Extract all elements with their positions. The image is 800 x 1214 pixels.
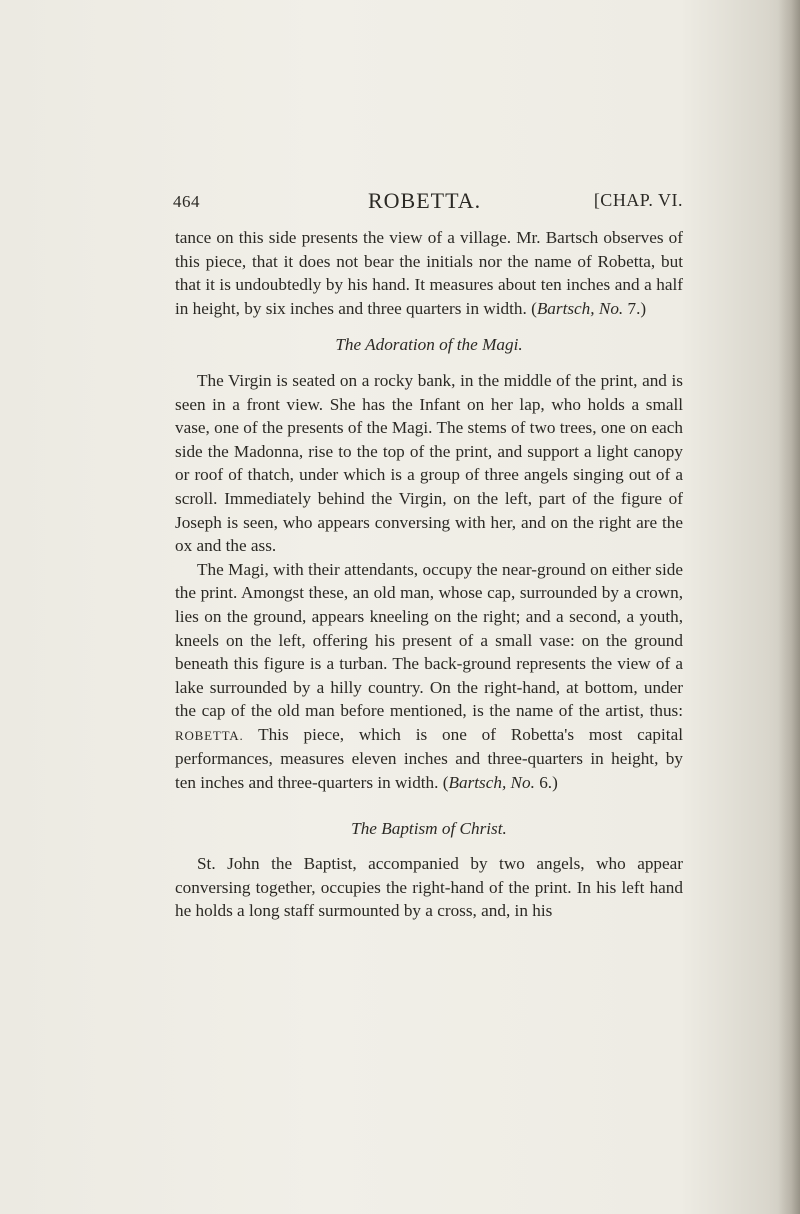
section-heading-baptism: The Baptism of Christ.: [351, 818, 507, 838]
paragraph-text: 6.): [534, 773, 558, 793]
body-text: [175, 226, 683, 923]
page-number: 464: [173, 192, 200, 211]
paragraph-text: This piece, which is one of Robetta's most capital performances, measures eleven inches and three-quarters in height, by ten inches and three-quarters in width. (: [175, 724, 683, 793]
paragraph-text: tance on this side presents the view of a village. Mr. Bartsch observes of this piece, that it does not bear the initials nor the name of Robetta, but that it is undoubtedly by his hand. It measures about ten inches and a half in height, by six inches and three quarters in width. (: [175, 228, 683, 318]
paragraph-text: 7.): [623, 298, 647, 318]
citation: Bartsch, No.: [536, 298, 624, 318]
chapter-reference: [CHAP. VI.: [593, 190, 683, 210]
artist-signature: ROBETTA.: [175, 727, 244, 743]
paragraph: St. John the Baptist, accompanied by two angels, who appear conversing together, occupies the right-hand of the print. In his left hand he holds a long staff surmounted by a cross, and, in his: [175, 854, 683, 921]
section-heading-adoration: The Adoration of the Magi.: [335, 335, 523, 355]
page-edge-shadow: [778, 0, 800, 1214]
page-header: [173, 188, 683, 218]
paragraph-continued: [175, 226, 683, 320]
running-title: ROBETTA.: [368, 188, 482, 213]
paragraph: The Virgin is seated on a rocky bank, in the middle of the print, and is seen in a front view. She has the Infant on her lap, who holds a small vase, one of the presents of the Magi. The stems of two trees, one on each side the Madonna, rise to the top of the print, and support a light canopy or roof of thatch, under which is a group of three angels singing out of a scroll. Immediately behind the Virgin, on the left, part of the figure of Joseph is seen, who appears conversing with her, and on the right are the ox and the ass.: [175, 370, 683, 556]
paragraph: [175, 558, 683, 795]
paragraph-text: The Magi, with their attendants, occupy the near-ground on either side the print. Amongst these, an old man, whose cap, surrounded by a crown, lies on the ground, appears kneeling on the right; and a second, a youth, kneels on the left, offering his present of a small vase: on the ground beneath this figure is a turban. The back-ground represents the view of a lake surrounded by a hilly country. On the right-hand, at bottom, under the cap of the old man before mentioned, is the name of the artist, thus:: [175, 559, 683, 721]
citation: Bartsch, No.: [448, 773, 535, 793]
